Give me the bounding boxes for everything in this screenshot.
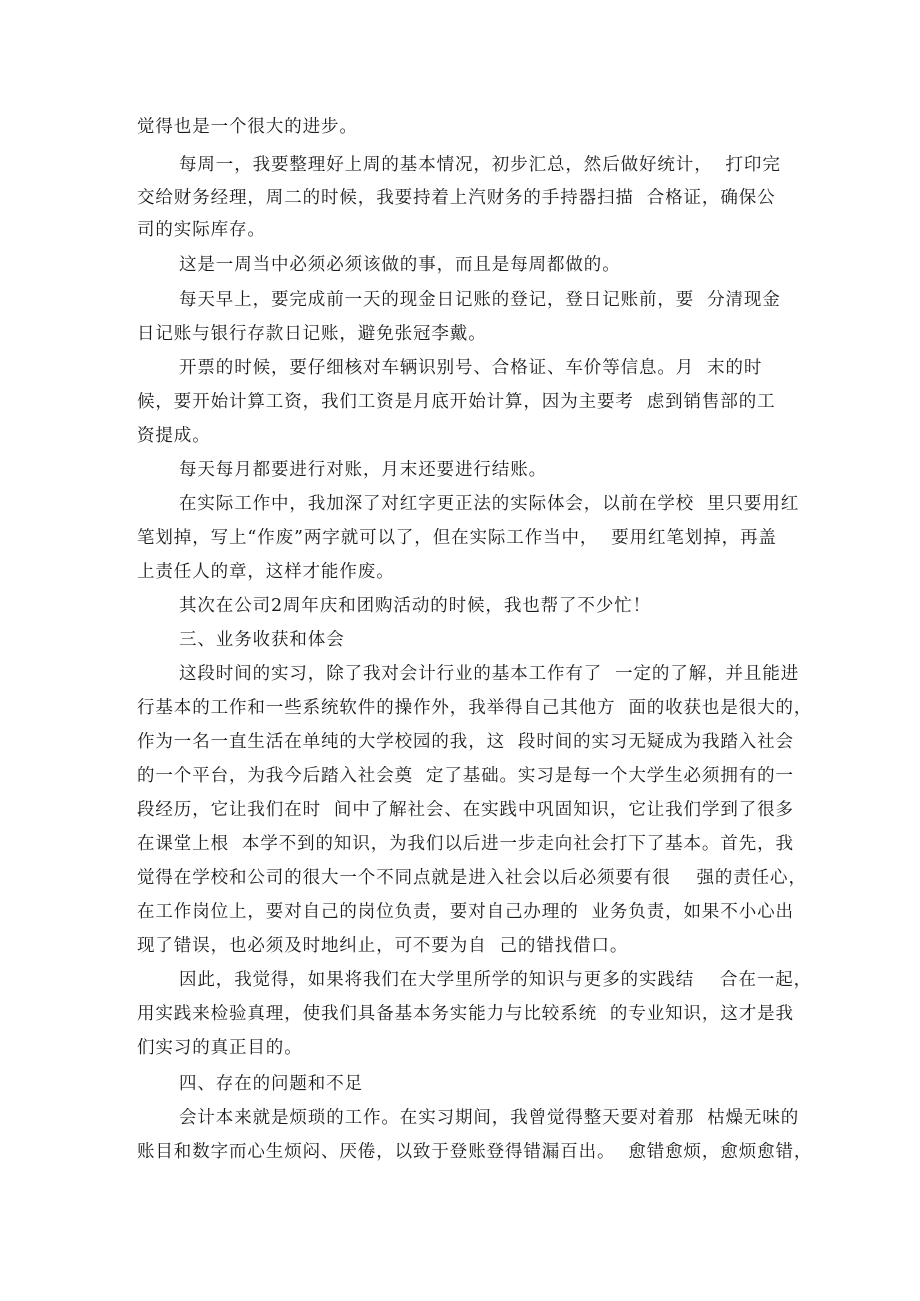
text-line: 资提成。 <box>137 426 211 446</box>
text-line: 在课堂上根 本学不到的知识，为我们以后进一步走向社会打下了基本。首先，我 <box>137 834 794 854</box>
paragraph-first-line: 每天每月都要进行对账，月末还要进行结账。 <box>179 460 547 480</box>
text-line: 们实习的真正目的。 <box>137 1038 303 1058</box>
paragraph-first-line: 这是一周当中必须必须该做的事，而且是每周都做的。 <box>179 255 621 275</box>
text-line: 的一个平台，为我今后踏入社会奠 定了基础。实习是每一个大学生必须拥有的一 <box>137 766 794 786</box>
text-line: 段经历，它让我们在时 间中了解社会、在实践中巩固知识，它让我们学到了很多 <box>137 800 794 820</box>
paragraph-first-line: 会计本来就是烦琐的工作。在实习期间，我曾觉得整天要对着那 枯燥无味的 <box>179 1108 800 1128</box>
text-line: 账目和数字而心生烦闷、厌倦，以致于登账登得错漏百出。 愈错愈烦，愈烦愈错， <box>137 1142 813 1162</box>
text-line: 日记账与银行存款日记账，避免张冠李戴。 <box>137 324 487 344</box>
text-line: 司的实际库存。 <box>137 220 266 240</box>
text-line: 交给财务经理，周二的时候，我要持着上汽财务的手持器扫描 合格证，确保公 <box>137 188 776 208</box>
paragraph-first-line: 这段时间的实习，除了我对会计行业的基本工作有了 一定的了解，并且能进 <box>179 664 800 684</box>
text-line: 候，要开始计算工资，我们工资是月底开始计算，因为主要考 虑到销售部的工 <box>137 392 776 412</box>
paragraph-first-line: 每天早上，要完成前一天的现金日记账的登记，登日记账前，要 分清现金 <box>179 290 781 310</box>
section-heading: 三、业务收获和体会 <box>179 630 345 650</box>
text-line: 觉得在学校和公司的很大一个不同点就是进入社会以后必须要有很 强的责任心， <box>137 868 807 888</box>
paragraph-first-line: 在实际工作中，我加深了对红字更正法的实际体会，以前在学校 里只要用红 <box>179 494 800 514</box>
paragraph-first-line: 其次在公司2周年庆和团购活动的时候，我也帮了不少忙！ <box>179 596 652 616</box>
text-line: 用实践来检验真理，使我们具备基本务实能力与比较系统 的专业知识，这才是我 <box>137 1004 794 1024</box>
text-line: 行基本的工作和一些系统软件的操作外，我举得自己其他方 面的收获也是很大的， <box>137 698 813 718</box>
paragraph-first-line: 每周一，我要整理好上周的基本情况，初步汇总，然后做好统计， 打印完 <box>179 155 781 175</box>
text-line: 现了错误，也必须及时地纠止，可不要为自 己的错找借口。 <box>137 936 629 956</box>
paragraph-first-line: 开票的时候，要仔细核对车辆识别号、合格证、车价等信息。月 末的时 <box>179 358 763 378</box>
text-line: 笔划掉，写上“作废”两字就可以了，但在实际工作当中， 要用红笔划掉，再盖 <box>137 528 777 548</box>
text-line: 觉得也是一个很大的进步。 <box>137 117 358 137</box>
paragraph-first-line: 因此，我觉得，如果将我们在大学里所学的知识与更多的实践结 合在一起， <box>179 970 813 990</box>
text-line: 在工作岗位上，要对自己的岗位负责，要对自己办理的 业务负责，如果不小心出 <box>137 902 794 922</box>
section-heading: 四、存在的问题和不足 <box>179 1074 363 1094</box>
text-line: 上责任人的章，这样才能作废。 <box>137 562 395 582</box>
text-line: 作为一名一直生活在单纯的大学校园的我，这 段时间的实习无疑成为我踏入社会 <box>137 732 794 752</box>
